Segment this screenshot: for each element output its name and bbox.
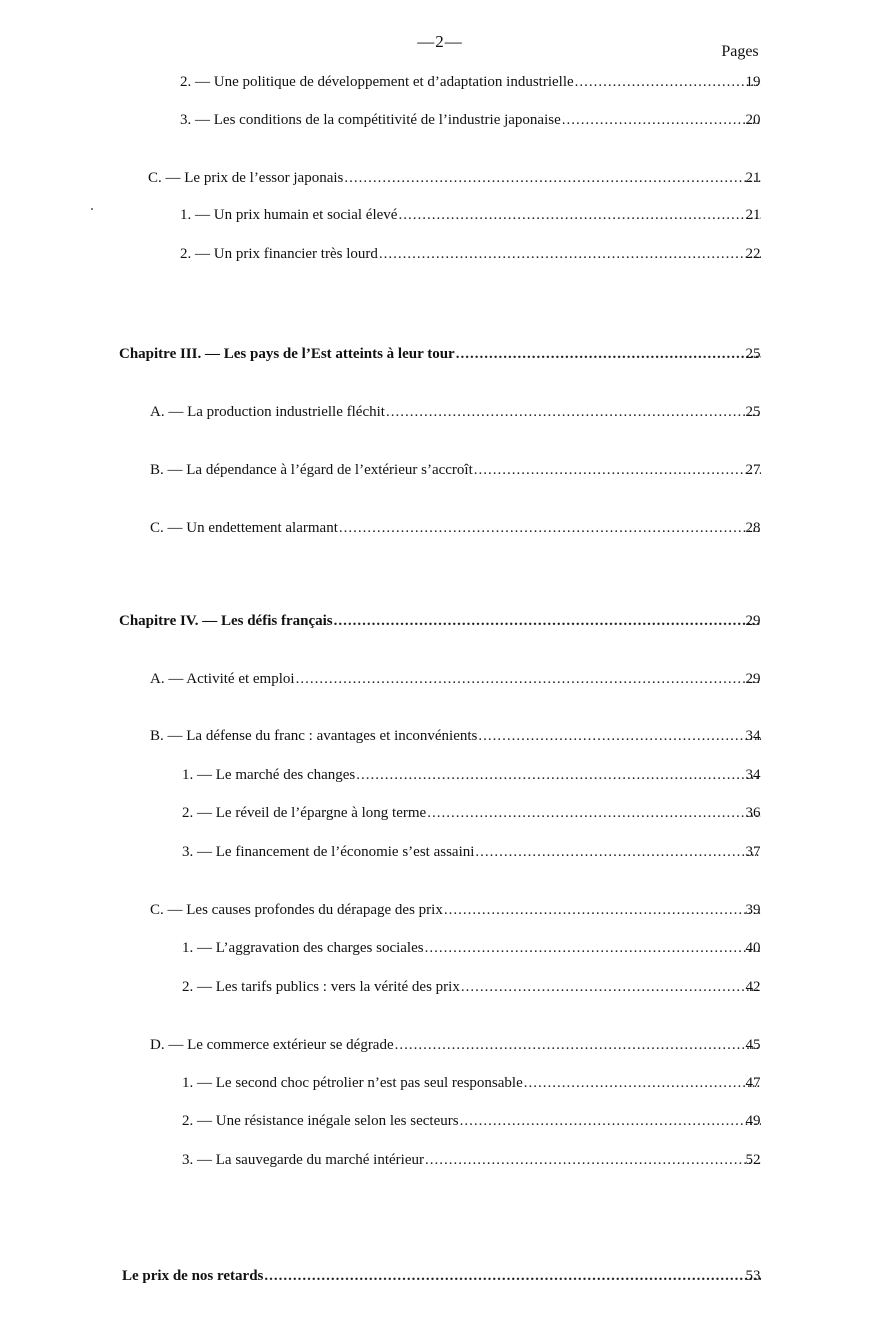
toc-entry <box>182 1071 761 1093</box>
toc-page-ref: 20 <box>745 112 761 128</box>
toc-entry-text: 3. — Les conditions de la compétitivité de l’industrie japonaise <box>180 112 561 128</box>
toc-page-ref: 37 <box>745 844 761 860</box>
print-speck <box>91 208 93 210</box>
toc-entry <box>180 242 761 264</box>
dot-leader <box>339 518 761 538</box>
pages-column-label: Pages <box>721 43 759 60</box>
toc-page-ref: 21 <box>745 170 761 186</box>
toc-page-ref: 40 <box>745 940 761 956</box>
toc-page-ref: 29 <box>745 671 761 687</box>
toc-entry-text: 1. — Le marché des changes <box>182 767 356 783</box>
toc-entry-text: Le prix de nos retards <box>122 1268 264 1284</box>
dot-leader <box>344 168 761 188</box>
dot-leader <box>461 977 761 997</box>
toc-entry <box>182 801 761 823</box>
toc-entry-text: 3. — La sauvegarde du marché intérieur <box>182 1152 424 1168</box>
toc-page-ref: 34 <box>745 767 761 783</box>
toc-page-ref: 52 <box>745 1152 761 1168</box>
toc-page-ref: 49 <box>745 1113 761 1129</box>
toc-entry-text: Chapitre III. — Les pays de l’Est atteints à leur tour <box>119 346 455 362</box>
toc-page-ref: 28 <box>745 520 761 536</box>
toc-entry <box>150 667 761 689</box>
toc-entry <box>150 724 761 746</box>
dot-leader <box>264 1266 761 1286</box>
dot-leader <box>427 803 761 823</box>
toc-entry-text: C. — Les causes profondes du dérapage des prix <box>150 902 443 918</box>
page-number: —2— <box>417 32 463 51</box>
dot-leader <box>334 611 761 631</box>
toc-entry-text: D. — Le commerce extérieur se dégrade <box>150 1037 394 1053</box>
dot-leader <box>425 938 761 958</box>
toc-entry <box>150 898 761 920</box>
toc-entry <box>182 936 761 958</box>
toc-entry-text: A. — Activité et emploi <box>150 671 295 687</box>
dot-leader <box>398 205 761 225</box>
chapter-entry <box>119 609 761 631</box>
toc-entry-text: B. — La défense du franc : avantages et inconvénients <box>150 728 478 744</box>
dot-leader <box>474 460 761 480</box>
toc-entry-text: C. — Un endettement alarmant <box>150 520 338 536</box>
toc-entry-text: 1. — L’aggravation des charges sociales <box>182 940 424 956</box>
toc-entry-text: 1. — Le second choc pétrolier n’est pas seul responsable <box>182 1075 523 1091</box>
toc-entry <box>182 1148 761 1170</box>
toc-page-ref: 47 <box>745 1075 761 1091</box>
toc-entry <box>150 400 761 422</box>
dot-leader <box>478 726 761 746</box>
dot-leader <box>425 1150 761 1170</box>
toc-entry <box>180 203 761 225</box>
toc-entry-text: 1. — Un prix humain et social élevé <box>180 207 398 223</box>
toc-entry <box>182 763 761 785</box>
dot-leader <box>395 1035 761 1055</box>
toc-entry-text: 2. — Le réveil de l’épargne à long terme <box>182 805 427 821</box>
toc-page-ref: 34 <box>745 728 761 744</box>
toc-page-ref: 39 <box>745 902 761 918</box>
toc-page-ref: 42 <box>745 979 761 995</box>
toc-page-ref: 45 <box>745 1037 761 1053</box>
toc-page-ref: 21 <box>745 207 761 223</box>
toc-page-ref: 29 <box>745 613 761 629</box>
toc-page-ref: 25 <box>745 404 761 420</box>
toc-entry <box>150 1033 761 1055</box>
dot-leader <box>444 900 761 920</box>
toc-entry-text: Chapitre IV. — Les défis français <box>119 613 333 629</box>
toc-entry <box>182 1109 761 1131</box>
toc-entry-text: A. — La production industrielle fléchit <box>150 404 385 420</box>
toc-entry-text: 2. — Un prix financier très lourd <box>180 246 378 262</box>
chapter-entry <box>119 342 761 364</box>
toc-entry <box>150 516 761 538</box>
toc-page-ref: 36 <box>745 805 761 821</box>
closing-section-entry <box>122 1264 761 1286</box>
toc-entry-text: C. — Le prix de l’essor japonais <box>148 170 344 186</box>
toc-entry-text: 2. — Une politique de développement et d’adaptation industrielle <box>180 74 574 90</box>
toc-entry-text: B. — La dépendance à l’égard de l’extérieur s’accroît <box>150 462 473 478</box>
toc-entry <box>148 166 761 188</box>
dot-leader <box>296 669 761 689</box>
toc-page-ref: 25 <box>745 346 761 362</box>
dot-leader <box>475 842 761 862</box>
toc-entry-text: 2. — Une résistance inégale selon les secteurs <box>182 1113 459 1129</box>
toc-page-ref: 53 <box>745 1268 761 1284</box>
dot-leader <box>379 244 761 264</box>
toc-entry-text: 2. — Les tarifs publics : vers la vérité des prix <box>182 979 460 995</box>
dot-leader <box>386 402 761 422</box>
toc-entry <box>182 840 761 862</box>
toc-page-ref: 22 <box>745 246 761 262</box>
toc-entry <box>182 975 761 997</box>
toc-entry-text: 3. — Le financement de l’économie s’est assaini <box>182 844 475 860</box>
toc-page-ref: 19 <box>745 74 761 90</box>
toc-entry <box>150 458 761 480</box>
dot-leader <box>456 344 761 364</box>
toc-page-ref: 27 <box>745 462 761 478</box>
dot-leader <box>356 765 761 785</box>
toc-entry <box>180 108 761 130</box>
dot-leader <box>460 1111 761 1131</box>
toc-entry <box>180 70 761 92</box>
